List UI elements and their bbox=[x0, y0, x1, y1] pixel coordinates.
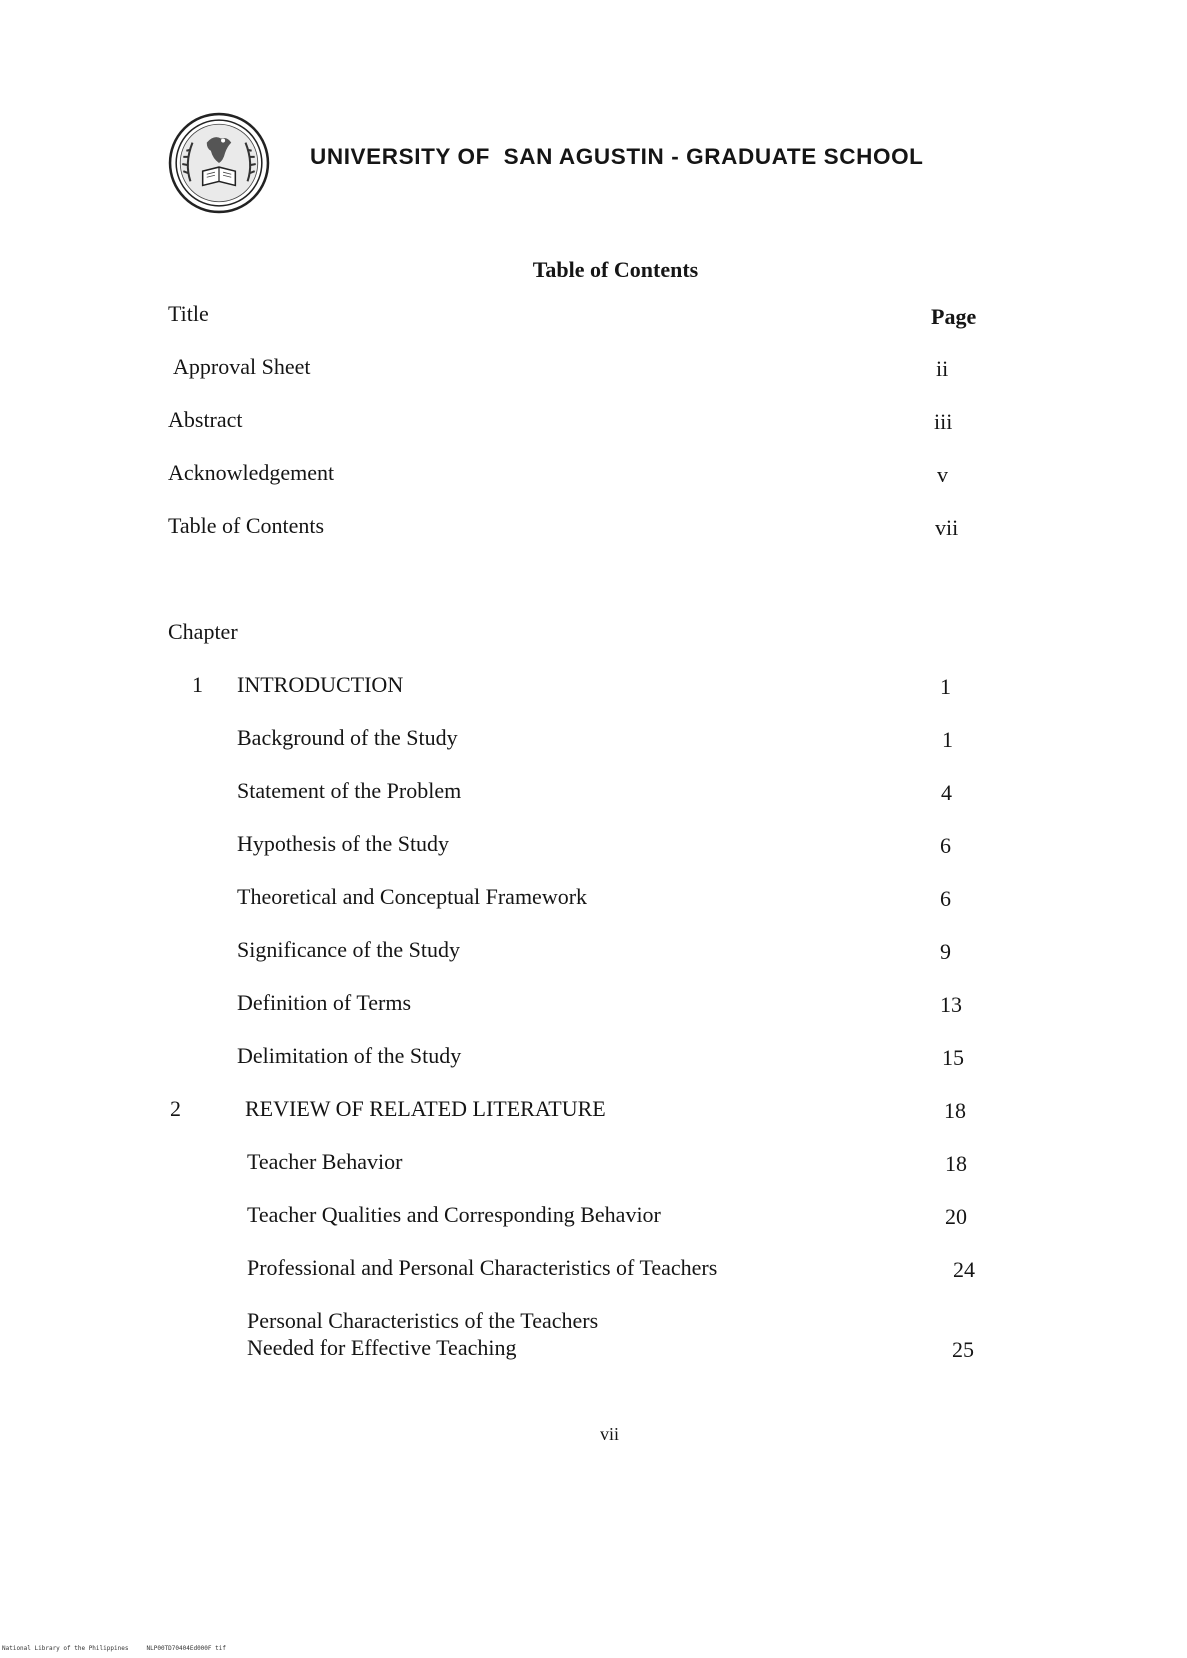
scan-footer-label: National Library of the Philippines NLP00TD70404Ed000F tif bbox=[2, 1645, 226, 1652]
page-number: vii bbox=[600, 1424, 620, 1444]
toc-entry-teacher-behavior[interactable]: Teacher Behavior bbox=[247, 1149, 403, 1174]
toc-page-professional-characteristics: 24 bbox=[953, 1257, 975, 1282]
toc-page-table-of-contents: vii bbox=[935, 515, 959, 540]
page-column-heading: Page bbox=[931, 304, 977, 329]
toc-page-acknowledgement: v bbox=[937, 462, 948, 487]
toc-page-definition-of-terms: 13 bbox=[940, 992, 962, 1017]
toc-page-hypothesis: 6 bbox=[940, 833, 951, 858]
chapter-number: 2 bbox=[170, 1096, 181, 1121]
toc-entry-personal-characteristics-line2[interactable]: Needed for Effective Teaching bbox=[247, 1335, 517, 1360]
toc-entry-significance[interactable]: Significance of the Study bbox=[237, 937, 461, 962]
toc-entry-personal-characteristics-line1[interactable]: Personal Characteristics of the Teachers bbox=[247, 1308, 599, 1333]
title-column-heading: Title bbox=[168, 301, 209, 326]
toc-page-abstract: iii bbox=[934, 409, 953, 434]
toc-page-teacher-behavior: 18 bbox=[945, 1151, 967, 1176]
toc-entry-abstract[interactable]: Abstract bbox=[168, 407, 243, 432]
chapter-heading: Chapter bbox=[168, 619, 238, 644]
toc-entry-professional-characteristics[interactable]: Professional and Personal Characteristics of Teachers bbox=[247, 1255, 718, 1280]
toc-page-significance: 9 bbox=[940, 939, 951, 964]
university-name: UNIVERSITY OF SAN AGUSTIN - GRADUATE SCHOOL bbox=[310, 144, 924, 169]
toc-page-teacher-qualities: 20 bbox=[945, 1204, 967, 1229]
toc-page-personal-characteristics: 25 bbox=[952, 1337, 974, 1362]
toc-entry-approval-sheet[interactable]: Approval Sheet bbox=[173, 354, 311, 379]
toc-page-introduction: 1 bbox=[940, 674, 951, 699]
toc-entry-acknowledgement[interactable]: Acknowledgement bbox=[168, 460, 335, 485]
toc-entry-teacher-qualities[interactable]: Teacher Qualities and Corresponding Behavior bbox=[247, 1202, 661, 1227]
toc-page-delimitation: 15 bbox=[942, 1045, 964, 1070]
toc-entry-delimitation[interactable]: Delimitation of the Study bbox=[237, 1043, 462, 1068]
toc-entry-review-of-literature[interactable]: REVIEW OF RELATED LITERATURE bbox=[245, 1096, 606, 1121]
toc-entry-introduction[interactable]: INTRODUCTION bbox=[237, 672, 404, 697]
toc-page-framework: 6 bbox=[940, 886, 951, 911]
toc-entry-framework[interactable]: Theoretical and Conceptual Framework bbox=[237, 884, 588, 909]
chapter-number: 1 bbox=[192, 672, 203, 697]
toc-entry-background[interactable]: Background of the Study bbox=[237, 725, 458, 750]
toc-page-review-of-literature: 18 bbox=[944, 1098, 966, 1123]
toc-page-statement-of-problem: 4 bbox=[941, 780, 952, 805]
toc-page-background: 1 bbox=[942, 727, 953, 752]
university-seal-icon bbox=[168, 112, 270, 214]
toc-entry-table-of-contents[interactable]: Table of Contents bbox=[168, 513, 325, 538]
toc-entry-hypothesis[interactable]: Hypothesis of the Study bbox=[237, 831, 450, 856]
toc-entry-statement-of-problem[interactable]: Statement of the Problem bbox=[237, 778, 462, 803]
page-title: Table of Contents bbox=[532, 257, 699, 282]
toc-entry-definition-of-terms[interactable]: Definition of Terms bbox=[237, 990, 412, 1015]
toc-page-approval-sheet: ii bbox=[936, 356, 949, 381]
